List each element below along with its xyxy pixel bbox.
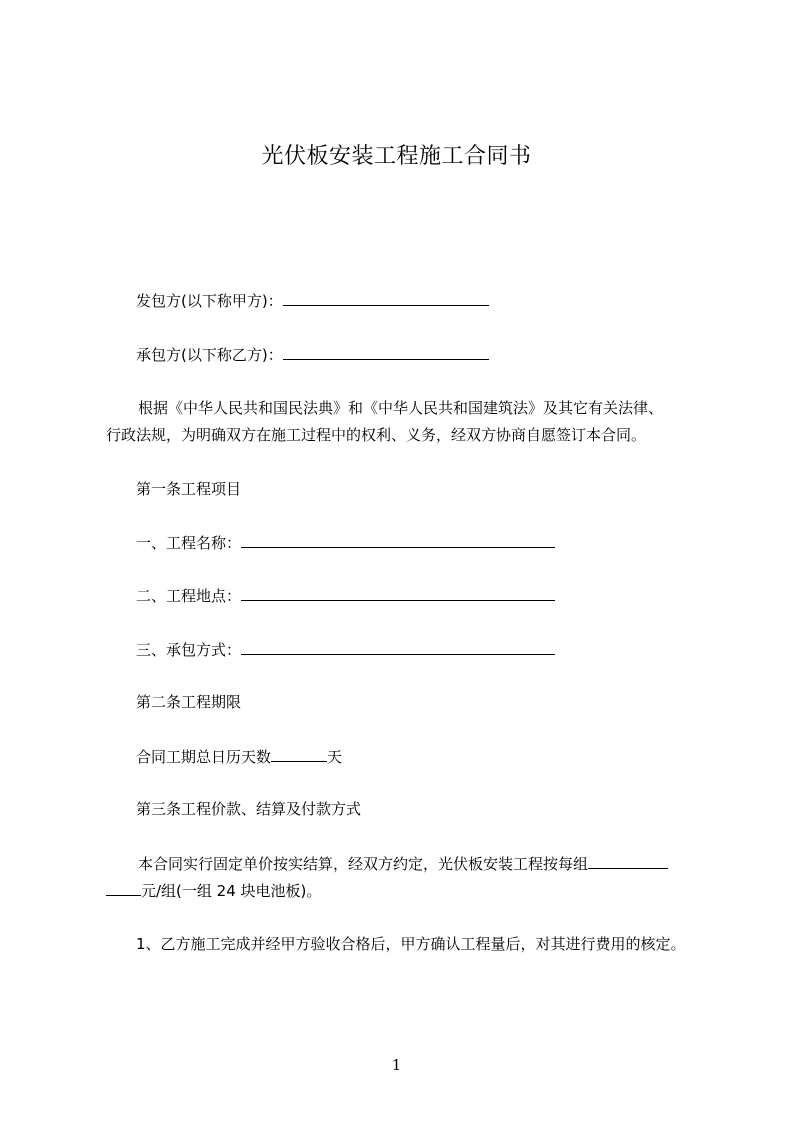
party-a-blank <box>283 289 489 306</box>
party-b-line <box>136 343 489 366</box>
contract-method-label: 三、承包方式： <box>136 641 242 659</box>
unit-price-blank <box>588 852 668 869</box>
preamble-line-1: 根据《中华人民共和国民法典》和《中华人民共和国建筑法》及其它有关法律、 <box>138 399 664 417</box>
clause-1: 1、乙方施工完成并经甲方验收合格后，甲方确认工程量后，对其进行费用的核定。 <box>136 935 686 953</box>
duration-line <box>136 745 342 768</box>
article2-heading: 第二条工程期限 <box>136 693 242 711</box>
project-location-blank <box>241 584 555 601</box>
article3-heading: 第三条工程价款、结算及付款方式 <box>136 800 362 818</box>
project-location-label: 二、工程地点： <box>136 587 242 605</box>
project-location-line <box>136 584 555 607</box>
party-a-label: 发包方(以下称甲方)： <box>136 292 283 310</box>
page-number: 1 <box>391 1056 402 1074</box>
preamble-line-2: 行政法规，为明确双方在施工过程中的权利、义务，经双方协商自愿签订本合同。 <box>106 426 647 444</box>
article1-heading: 第一条工程项目 <box>136 480 242 498</box>
contract-method-line <box>136 638 555 661</box>
duration-prefix: 合同工期总日历天数 <box>136 748 272 766</box>
price-line-1 <box>138 852 668 875</box>
contract-method-blank <box>241 638 555 655</box>
project-name-line <box>136 531 555 554</box>
document-title: 光伏板安装工程施工合同书 <box>261 144 532 169</box>
duration-suffix: 天 <box>327 748 343 766</box>
project-name-blank <box>241 531 555 548</box>
party-b-label: 承包方(以下称乙方)： <box>136 346 283 364</box>
price-line-2-text: 元/组(一组 24 块电池板)。 <box>141 882 322 900</box>
project-name-label: 一、工程名称： <box>136 534 242 552</box>
duration-blank <box>271 745 327 762</box>
party-a-line <box>136 289 489 312</box>
unit-price-blank-continued <box>106 879 141 896</box>
party-b-blank <box>283 343 489 360</box>
price-line-1-text: 本合同实行固定单价按实结算，经双方约定，光伏板安装工程按每组 <box>138 855 589 873</box>
price-line-2 <box>106 879 321 902</box>
